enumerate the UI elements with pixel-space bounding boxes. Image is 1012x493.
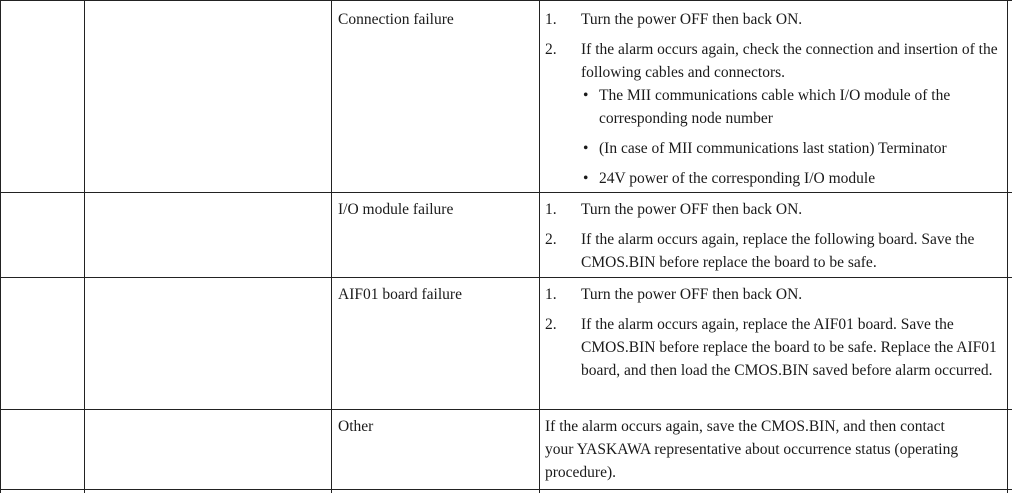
row-divider bbox=[0, 277, 1012, 278]
step-text: If the alarm occurs again, replace the AIF01 board. Save the CMOS.BIN before replace the board to be safe. Replace the AIF01 board, and then load the CMOS.BIN saved before alarm occurred. bbox=[581, 316, 997, 379]
column-divider bbox=[0, 0, 1, 493]
column-divider bbox=[331, 0, 332, 493]
step-number: 1. bbox=[545, 286, 557, 303]
remedy-step bbox=[545, 228, 1007, 274]
column-divider bbox=[84, 0, 85, 493]
step-text: Turn the power OFF then back ON. bbox=[581, 201, 803, 218]
remedy-step bbox=[545, 283, 1007, 306]
step-text: If the alarm occurs again, check the connection and insertion of the following cables and connectors. bbox=[581, 41, 998, 81]
cause-cell: Other bbox=[338, 418, 374, 435]
bullet-marker: • bbox=[583, 140, 589, 157]
step-text: If the alarm occurs again, replace the following board. Save the CMOS.BIN before replace the board to be safe. bbox=[581, 231, 975, 271]
remedy-step bbox=[545, 198, 1007, 221]
remedy-cell bbox=[545, 283, 1007, 382]
cause-cell: AIF01 board failure bbox=[338, 286, 462, 303]
remedy-step bbox=[545, 313, 1007, 382]
bullet-marker: • bbox=[583, 170, 589, 187]
step-number: 1. bbox=[545, 201, 557, 218]
step-number: 2. bbox=[545, 316, 557, 333]
step-text: Turn the power OFF then back ON. bbox=[581, 11, 803, 28]
step-number: 2. bbox=[545, 41, 557, 58]
column-divider bbox=[539, 0, 540, 493]
bullet-text: The MII communications cable which I/O module of the corresponding node number bbox=[599, 87, 951, 127]
row-divider bbox=[0, 0, 1012, 1]
cause-cell: I/O module failure bbox=[338, 201, 454, 218]
step-number: 2. bbox=[545, 231, 557, 248]
column-divider bbox=[1007, 0, 1008, 493]
remedy-cell: If the alarm occurs again, save the CMOS.BIN, and then contact your YASKAWA representative about occurrence status (operating procedure). bbox=[545, 418, 959, 481]
remedy-cell bbox=[545, 198, 1007, 274]
step-number: 1. bbox=[545, 11, 557, 28]
remedy-step bbox=[545, 8, 1007, 31]
row-divider bbox=[0, 192, 1012, 193]
bullet-item bbox=[581, 167, 1007, 190]
row-divider bbox=[0, 409, 1012, 410]
bullet-item bbox=[581, 137, 1007, 160]
bullet-text: (In case of MII communications last station) Terminator bbox=[599, 140, 947, 157]
cause-cell: Connection failure bbox=[338, 11, 454, 28]
remedy-cell bbox=[545, 8, 1007, 190]
bullet-text: 24V power of the corresponding I/O module bbox=[599, 170, 876, 187]
row-divider bbox=[0, 489, 1012, 490]
bullet-item bbox=[581, 84, 1003, 130]
bullet-marker: • bbox=[583, 87, 589, 104]
remedy-step bbox=[545, 38, 1007, 190]
step-text: Turn the power OFF then back ON. bbox=[581, 286, 803, 303]
